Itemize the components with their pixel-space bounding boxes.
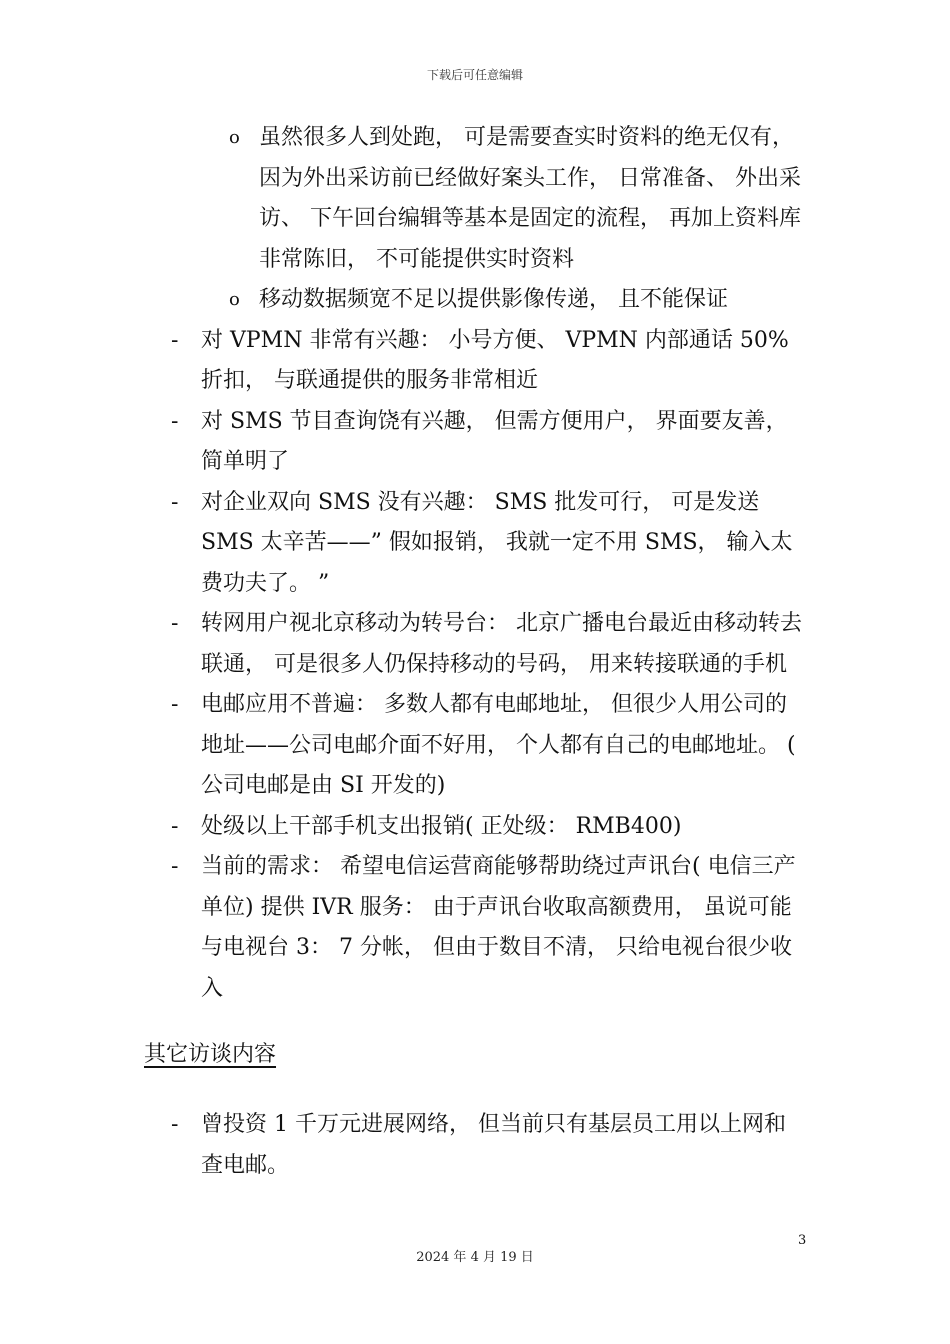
- list-item-text: 虽然很多人到处跑， 可是需要查实时资料的绝无仅有， 因为外出采访前已经做好案头工作， 日常准备、 外出采访、 下午回台编辑等基本是固定的流程， 再加上资料库非常陈旧， 不可能提供实时资料: [259, 125, 801, 272]
- list-item-text: 对企业双向 SMS 没有兴趣： SMS 批发可行， 可是发送 SMS 太辛苦——” 假如报销， 我就一定不用 SMS， 输入太费功夫了。 ”: [201, 489, 793, 596]
- list-item: [171, 685, 805, 807]
- page-header: 下载后可任意编辑: [426, 68, 523, 82]
- dash-marker: -: [171, 611, 179, 636]
- list-item-text: 对 SMS 节目查询饶有兴趣， 但需方便用户， 界面要友善， 简单明了: [201, 408, 788, 474]
- list-item-text: 对 VPMN 非常有兴趣： 小号方便、 VPMN 内部通话 50%折扣， 与联通提供的服务非常相近: [201, 327, 789, 393]
- page-content: [0, 118, 950, 1186]
- list-item-text: 处级以上干部手机支出报销( 正处级： RMB400): [201, 813, 682, 839]
- dash-marker: -: [171, 408, 179, 434]
- list-item: [171, 1105, 805, 1186]
- section-heading: 其它访谈内容: [144, 1042, 277, 1067]
- dash-marker: -: [171, 327, 179, 353]
- dash-marker: -: [171, 854, 179, 879]
- bullet-marker: o: [229, 289, 240, 310]
- page-number: 3: [798, 1233, 807, 1248]
- list-item: [229, 118, 807, 280]
- dash-marker: -: [171, 489, 179, 515]
- dash-marker: -: [171, 813, 179, 839]
- list-item: [171, 321, 805, 402]
- list-item: [229, 280, 807, 321]
- dash-marker: -: [171, 1112, 179, 1137]
- list-item: [171, 483, 805, 605]
- list-item: [171, 847, 805, 1009]
- list-item-text: 当前的需求： 希望电信运营商能够帮助绕过声讯台( 电信三产单位) 提供 IVR 服务： 由于声讯台收取高额费用， 虽说可能与电视台 3： 7 分帐， 但由于数目不清， 只给电视台很少收入: [201, 854, 796, 1001]
- list-item-text: 曾投资 1 千万元进展网络， 但当前只有基层员工用以上网和查电邮。: [201, 1112, 786, 1178]
- list-item-text: 移动数据频宽不足以提供影像传递， 且不能保证: [259, 287, 728, 312]
- list-item: [171, 807, 805, 848]
- bullet-marker: o: [229, 127, 240, 148]
- list-item: [171, 604, 805, 685]
- page-footer-date: 2024 年 4 月 19 日: [416, 1250, 534, 1265]
- list-item-text: 转网用户视北京移动为转号台： 北京广播电台最近由移动转去联通， 可是很多人仍保持移动的号码， 用来转接联通的手机: [201, 611, 802, 677]
- list-item-text: 电邮应用不普遍： 多数人都有电邮地址， 但很少人用公司的地址——公司电邮介面不好用， 个人都有自己的电邮地址。 ( 公司电邮是由 SI 开发的): [201, 692, 796, 798]
- list-item: [171, 402, 805, 483]
- dash-marker: -: [171, 692, 179, 717]
